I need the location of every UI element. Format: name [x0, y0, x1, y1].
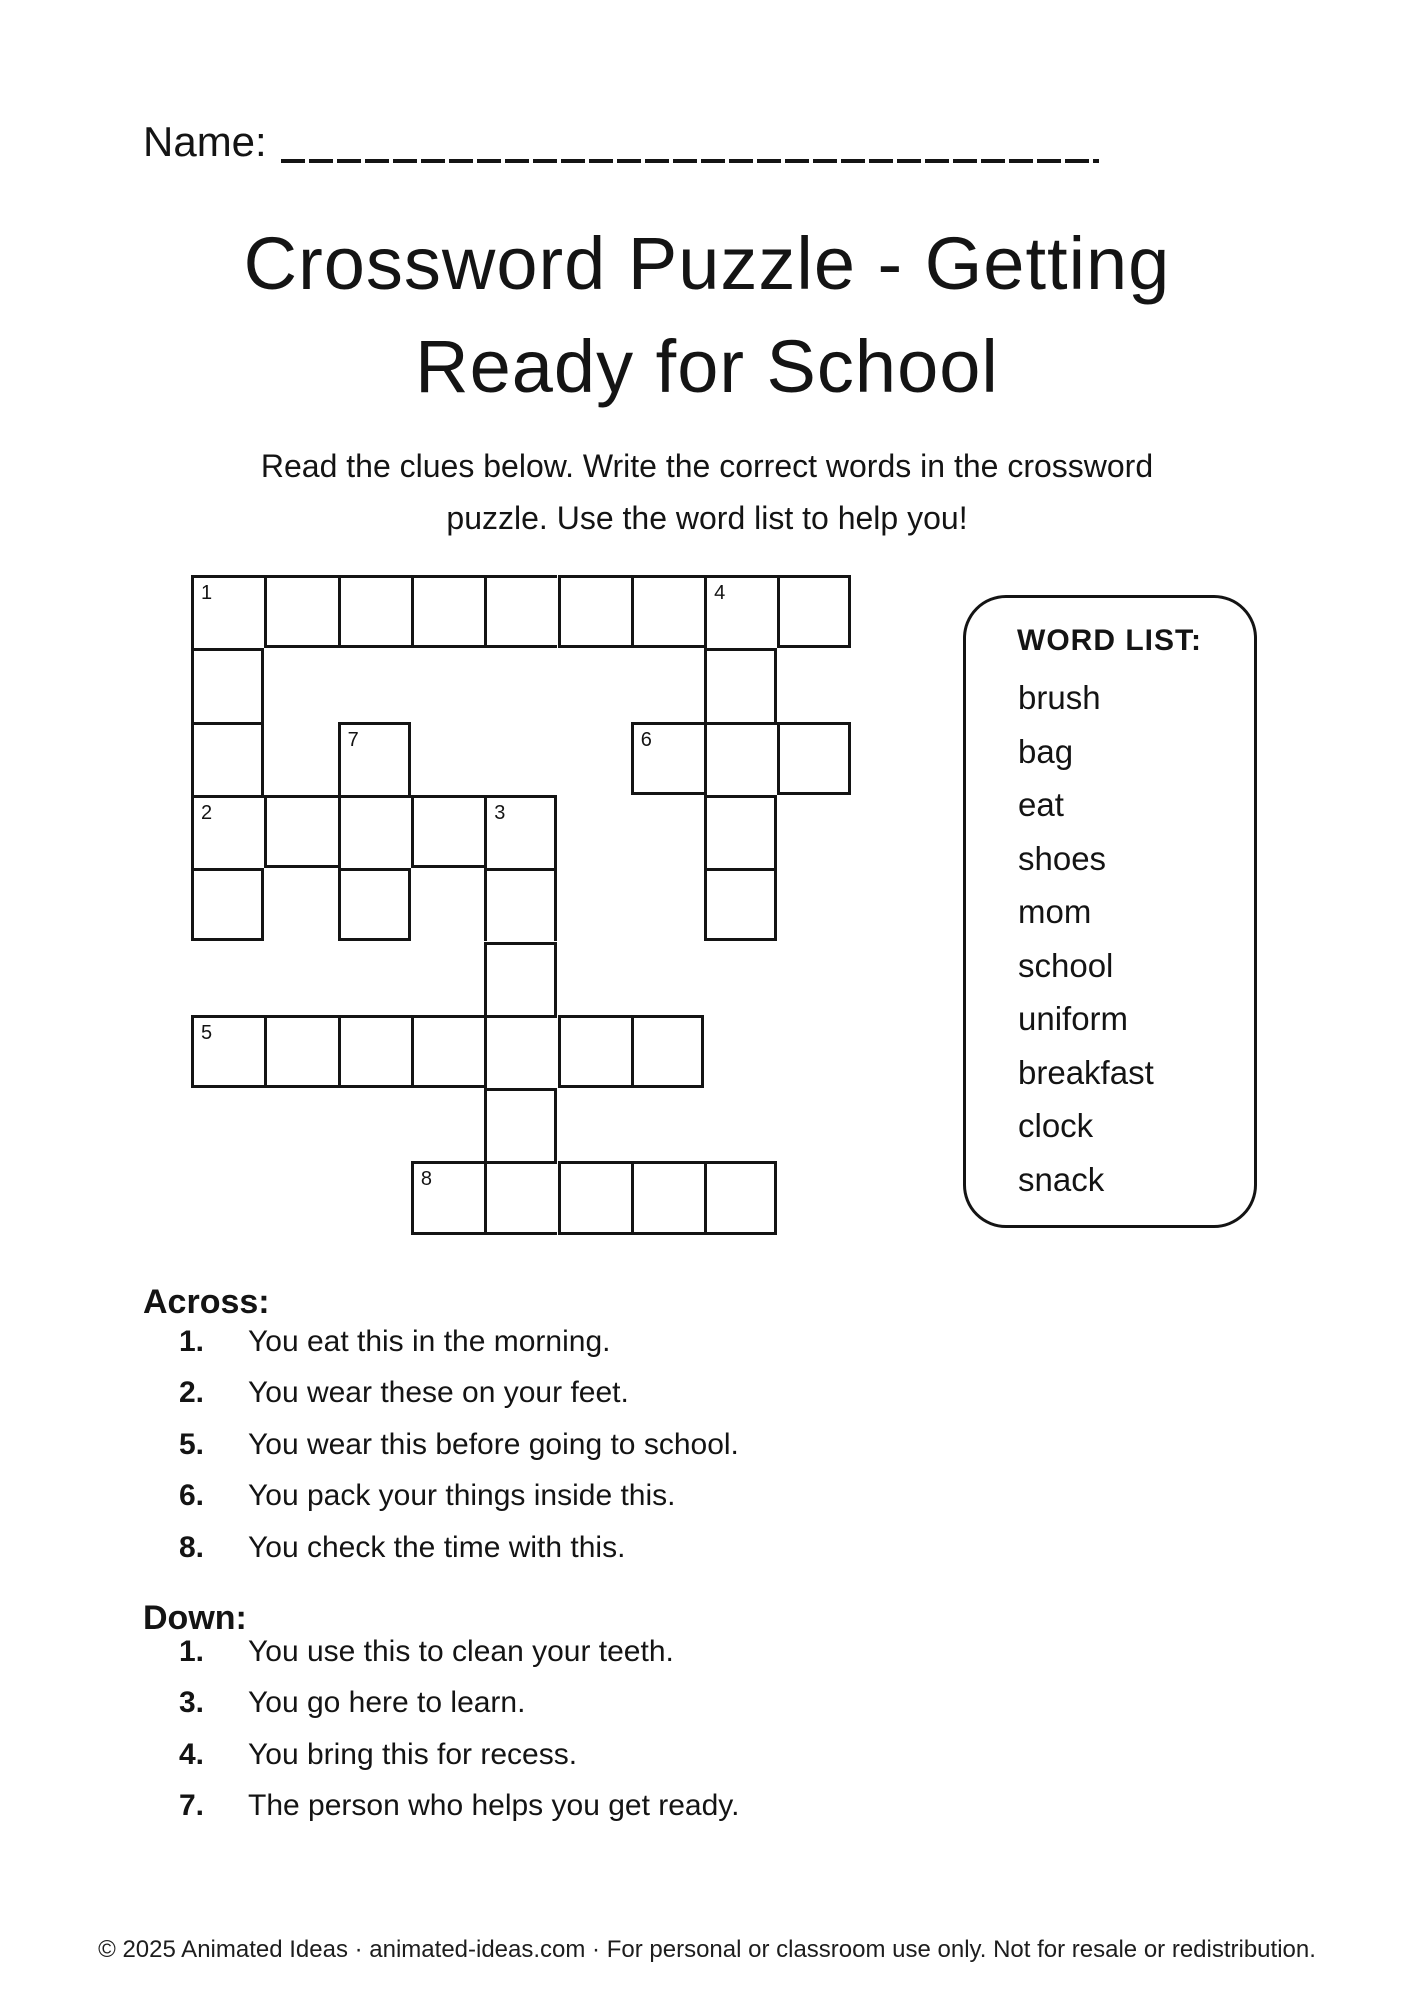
- clue-number: 7.: [179, 1789, 205, 1823]
- down-heading: Down:: [143, 1599, 247, 1637]
- name-label: Name:: [143, 118, 267, 165]
- grid-cell: [338, 722, 411, 795]
- grid-cell: [264, 575, 337, 648]
- grid-cell: [484, 868, 557, 941]
- word-list-item: snack: [1018, 1160, 1105, 1198]
- across-clues: [0, 1316, 1414, 1574]
- clue-text: You wear these on your feet.: [248, 1376, 629, 1410]
- clue-text: The person who helps you get ready.: [248, 1789, 740, 1823]
- clue-text: You wear this before going to school.: [248, 1427, 739, 1461]
- grid-cell: [484, 575, 557, 648]
- word-list-item: shoes: [1018, 839, 1107, 877]
- clue-row: [0, 1368, 1414, 1420]
- grid-cell: [411, 575, 484, 648]
- clue-text: You pack your things inside this.: [248, 1479, 676, 1513]
- clue-row: [0, 1316, 1414, 1368]
- grid-cell: [558, 1161, 631, 1234]
- clue-row: [0, 1419, 1414, 1471]
- grid-cell: [631, 722, 704, 795]
- grid-cell: [264, 795, 337, 868]
- cell-number: 4: [714, 582, 726, 604]
- grid-cell: [191, 868, 264, 941]
- grid-cell: [631, 575, 704, 648]
- word-list-item: bag: [1018, 732, 1074, 770]
- grid-cell: [191, 795, 264, 868]
- cell-number: 7: [347, 728, 359, 751]
- clue-number: 1.: [179, 1634, 205, 1668]
- grid-cell: [631, 1161, 704, 1234]
- clue-number: 2.: [179, 1376, 205, 1410]
- cell-number: 2: [201, 801, 213, 824]
- grid-cell: [411, 1015, 484, 1088]
- clue-row: [0, 1729, 1414, 1781]
- grid-cell: [411, 1161, 484, 1234]
- clue-row: [0, 1471, 1414, 1523]
- grid-cell: [338, 868, 411, 941]
- word-list-item: clock: [1018, 1107, 1094, 1144]
- clue-number: 3.: [179, 1686, 205, 1720]
- word-list-item: breakfast: [1018, 1053, 1154, 1091]
- grid-cell: [191, 722, 264, 795]
- footer-text: © 2025 Animated Ideas · animated-ideas.com · For personal or classroom use only. Not for resale or redistribution.: [98, 1936, 1316, 1963]
- grid-cell: [338, 1015, 411, 1088]
- clue-number: 1.: [179, 1324, 205, 1358]
- instructions: [0, 440, 1414, 544]
- clue-number: 5.: [179, 1427, 205, 1461]
- clue-text: You eat this in the morning.: [248, 1324, 611, 1358]
- page-title-line-1: Crossword Puzzle - Getting: [243, 222, 1171, 305]
- grid-cell: [631, 1015, 704, 1088]
- word-list-items: [1018, 671, 1254, 1206]
- crossword-grid: [191, 575, 854, 1238]
- grid-cell: [704, 1161, 777, 1234]
- clue-text: You check the time with this.: [248, 1530, 626, 1564]
- grid-cell: [338, 795, 411, 868]
- grid-cell: [338, 575, 411, 648]
- clue-text: You bring this for recess.: [248, 1737, 578, 1771]
- word-list-item: eat: [1018, 786, 1064, 823]
- grid-cell: [484, 1161, 557, 1234]
- grid-cell: [704, 648, 777, 721]
- word-list-item: brush: [1018, 679, 1101, 716]
- instructions-line-1: Read the clues below. Write the correct words in the crossword: [260, 448, 1154, 484]
- grid-cell: [704, 722, 777, 795]
- page-title: [0, 212, 1414, 418]
- grid-cell: [411, 795, 484, 868]
- cell-number: 6: [640, 728, 652, 751]
- grid-cell: [264, 1015, 337, 1088]
- name-blank-line: [281, 159, 1099, 163]
- grid-cell: [704, 795, 777, 868]
- clue-number: 4.: [179, 1737, 205, 1771]
- cell-number: 5: [201, 1021, 213, 1044]
- grid-cell: [704, 868, 777, 941]
- clue-number: 6.: [179, 1479, 205, 1513]
- clue-row: [0, 1626, 1414, 1678]
- grid-cell: [558, 1015, 631, 1088]
- down-clues: [0, 1626, 1414, 1832]
- clue-row: [0, 1781, 1414, 1833]
- grid-cell: [191, 1015, 264, 1088]
- grid-cell: [558, 575, 631, 648]
- grid-cell: [777, 575, 850, 648]
- grid-cell: [191, 575, 264, 648]
- grid-cell: [191, 648, 264, 721]
- clue-text: You go here to learn.: [248, 1686, 526, 1720]
- cell-number: 1: [201, 582, 213, 604]
- clue-row: [0, 1678, 1414, 1730]
- grid-cell: [484, 942, 557, 1015]
- clue-row: [0, 1522, 1414, 1574]
- clue-number: 8.: [179, 1530, 205, 1564]
- instructions-line-2: puzzle. Use the word list to help you!: [446, 500, 968, 536]
- word-list-item: mom: [1018, 893, 1092, 930]
- cell-number: 3: [494, 801, 506, 824]
- word-list-box: [963, 595, 1257, 1228]
- word-list-item: school: [1018, 946, 1114, 984]
- word-list-heading: WORD LIST:: [1017, 624, 1202, 657]
- cell-number: 8: [420, 1168, 433, 1191]
- grid-cell: [704, 575, 777, 648]
- grid-cell: [777, 722, 850, 795]
- word-list-item: uniform: [1018, 1000, 1129, 1037]
- grid-cell: [484, 795, 557, 868]
- across-heading: Across:: [143, 1283, 270, 1321]
- page-title-line-2: Ready for School: [415, 325, 999, 408]
- grid-cell: [484, 1088, 557, 1161]
- clue-text: You use this to clean your teeth.: [248, 1634, 674, 1668]
- grid-cell: [484, 1015, 557, 1088]
